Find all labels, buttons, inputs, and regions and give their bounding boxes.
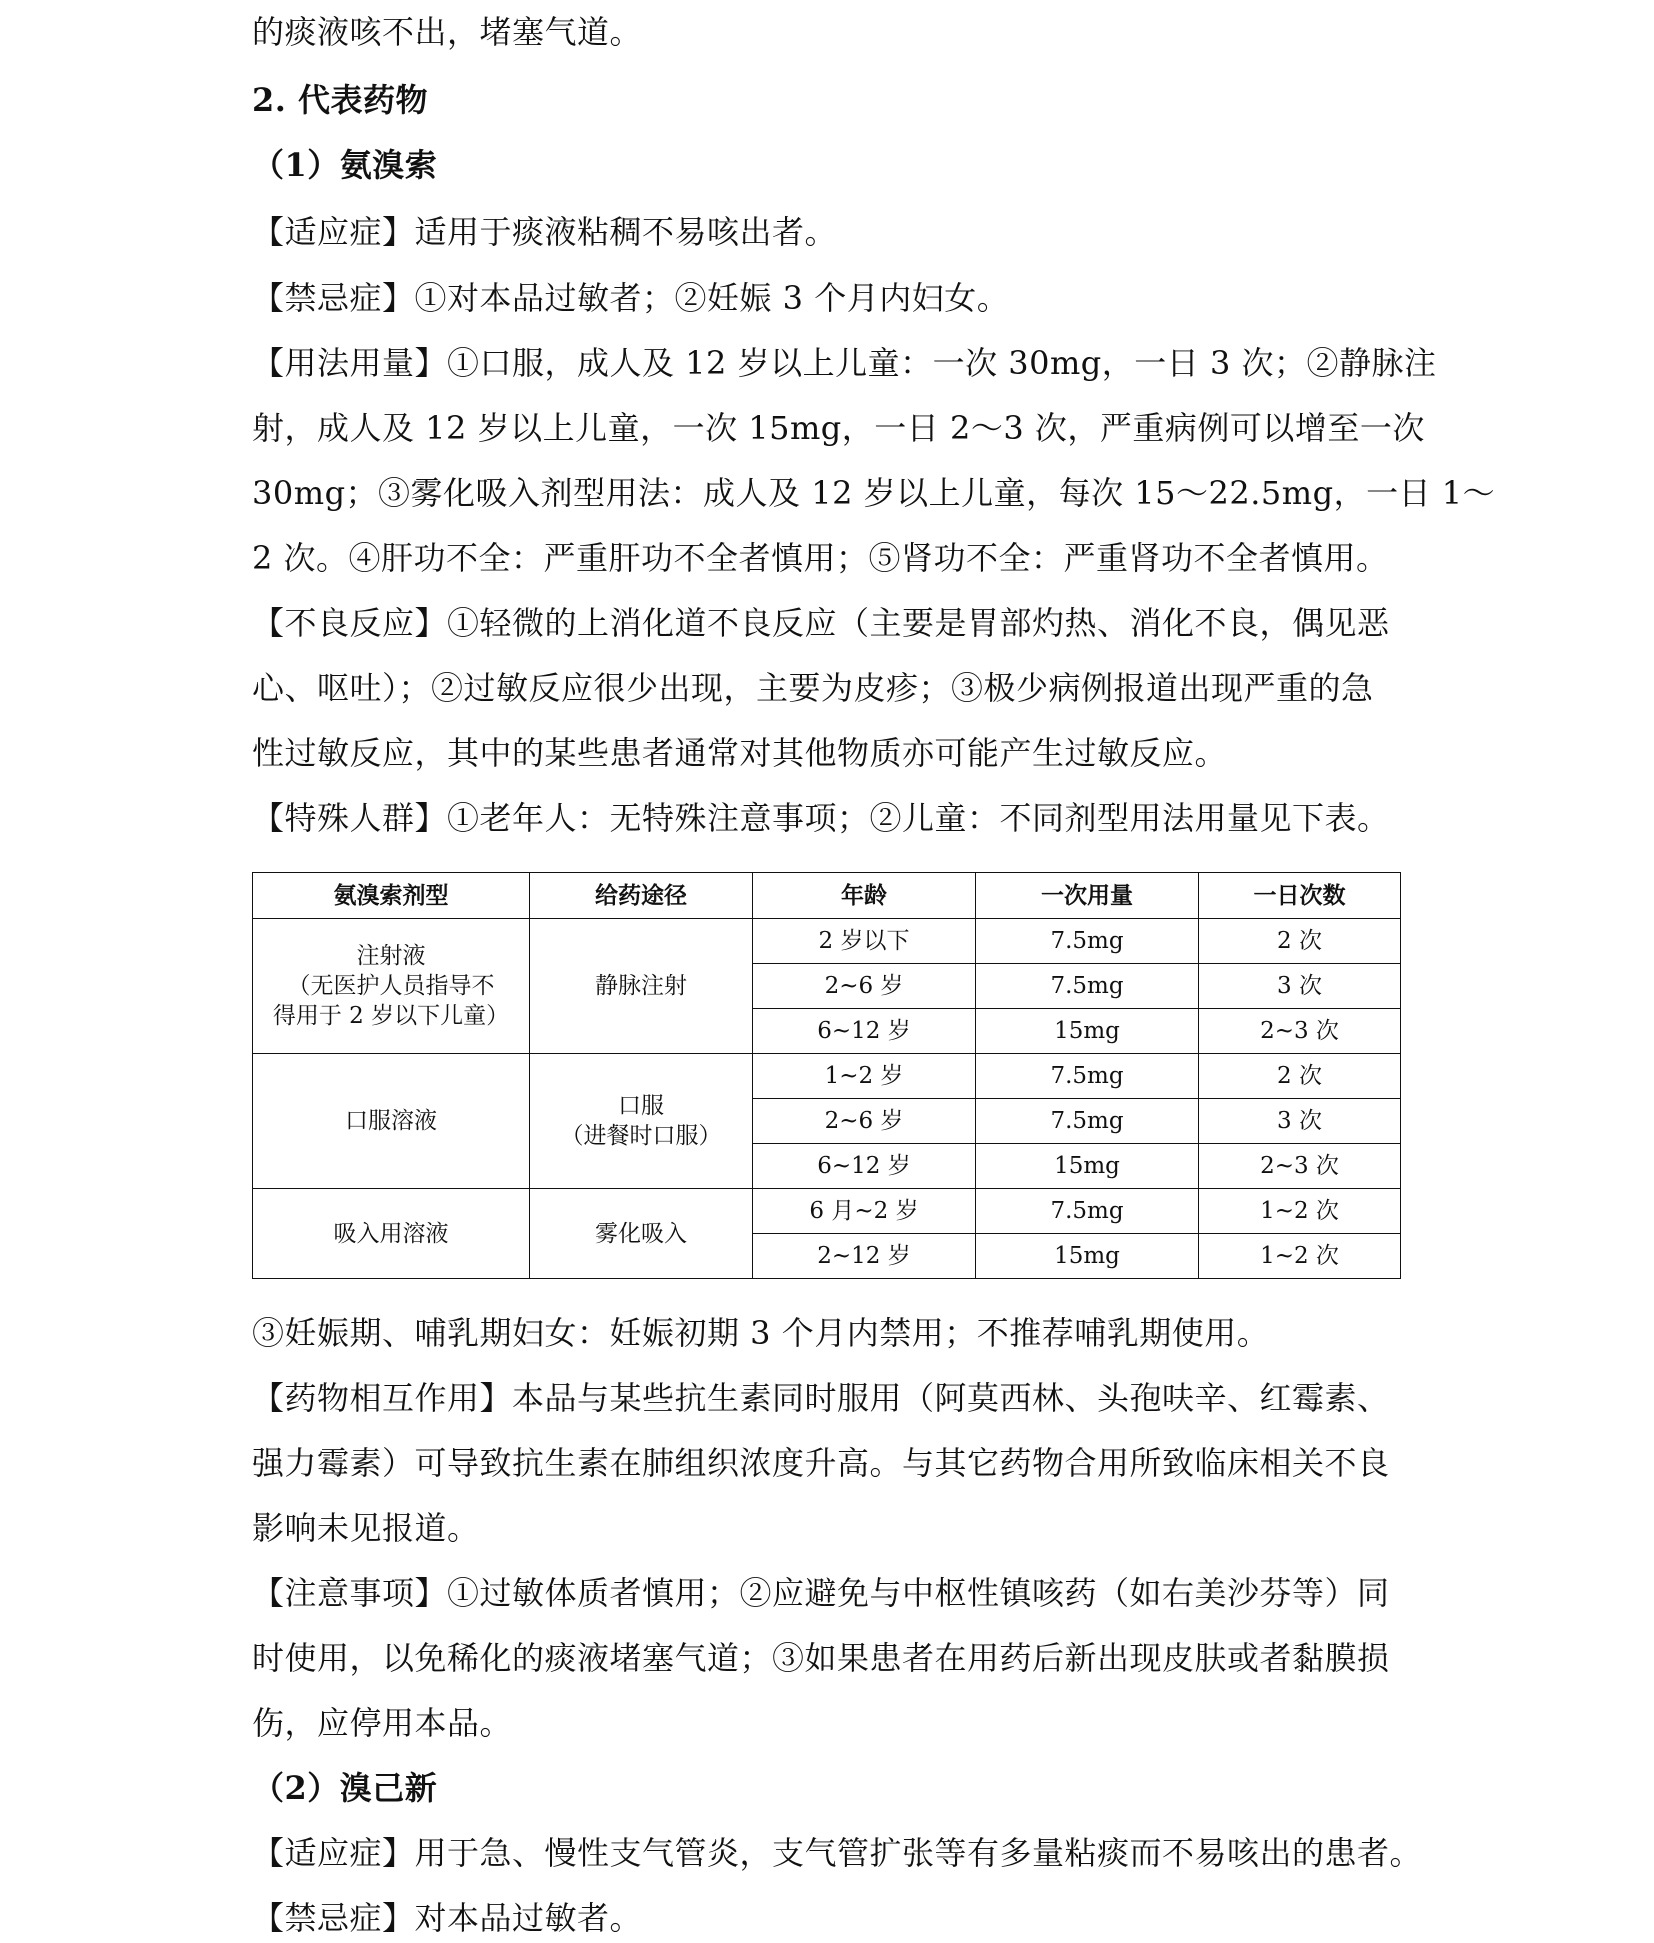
cell-form-line: （无医护人员指导不 (287, 973, 495, 999)
cell-age: 2~12 岁 (753, 1234, 976, 1279)
cell-age: 6~12 岁 (753, 1144, 976, 1189)
header-age: 年龄 (753, 873, 976, 919)
cell-age: 2~6 岁 (753, 964, 976, 1009)
cell-route-line: 口服 (618, 1093, 664, 1119)
header-dose: 一次用量 (976, 873, 1199, 919)
cell-route-line: （进餐时口服） (560, 1123, 722, 1149)
section-heading: 2. 代表药物 (252, 81, 429, 119)
cell-form-line: 吸入用溶液 (333, 1220, 449, 1247)
text-line: 伤，应停用本品。 (252, 1704, 513, 1742)
header-route: 给药途径 (530, 873, 753, 919)
cell-frequency: 3 次 (1199, 964, 1401, 1009)
text-line: 性过敏反应，其中的某些患者通常对其他物质亦可能产生过敏反应。 (252, 734, 1228, 772)
cell-route (530, 1054, 753, 1189)
cell-frequency: 2~3 次 (1199, 1009, 1401, 1054)
cell-dose: 7.5mg (976, 964, 1199, 1009)
cell-form-line: 注射液 (356, 943, 426, 969)
cell-dose: 7.5mg (976, 1099, 1199, 1144)
text-line: 的痰液咳不出，堵塞气道。 (252, 13, 643, 51)
header-frequency: 一日次数 (1199, 873, 1401, 919)
ambroxol-dosage-table (252, 872, 1401, 1279)
cell-form-line: 得用于 2 岁以下儿童） (272, 1003, 510, 1029)
cell-form-line: 口服溶液 (345, 1108, 437, 1134)
section-heading: （1）氨溴索 (252, 146, 438, 184)
cell-frequency: 1~2 次 (1199, 1234, 1401, 1279)
cell-age: 2~6 岁 (753, 1099, 976, 1144)
text-line: 射，成人及 12 岁以上儿童，一次 15mg，一日 2～3 次，严重病例可以增至一次 (252, 409, 1425, 447)
cell-dose: 7.5mg (976, 1189, 1199, 1234)
table-row (253, 919, 1401, 964)
cell-route-line: 雾化吸入 (595, 1220, 687, 1247)
text-line: 时使用，以免稀化的痰液堵塞气道；③如果患者在用药后新出现皮肤或者黏膜损 (252, 1639, 1390, 1677)
cell-frequency: 2 次 (1199, 1054, 1401, 1099)
text-line: 【禁忌症】对本品过敏者。 (252, 1899, 643, 1937)
cell-dose: 15mg (976, 1009, 1199, 1054)
text-line: 2 次。④肝功不全：严重肝功不全者慎用；⑤肾功不全：严重肾功不全者慎用。 (252, 539, 1389, 577)
cell-frequency: 3 次 (1199, 1099, 1401, 1144)
cell-dose: 15mg (976, 1234, 1199, 1279)
text-line: 【用法用量】①口服，成人及 12 岁以上儿童：一次 30mg，一日 3 次；②静脉注 (252, 344, 1437, 382)
section-heading: （2）溴己新 (252, 1769, 438, 1807)
text-line: ③妊娠期、哺乳期妇女：妊娠初期 3 个月内禁用；不推荐哺乳期使用。 (252, 1314, 1270, 1352)
cell-age: 1~2 岁 (753, 1054, 976, 1099)
text-line: 心、呕吐）；②过敏反应很少出现，主要为皮疹；③极少病例报道出现严重的急 (252, 669, 1374, 707)
cell-frequency: 1~2 次 (1199, 1189, 1401, 1234)
table-header-row (253, 873, 1401, 919)
cell-frequency: 2~3 次 (1199, 1144, 1401, 1189)
table-row (253, 1189, 1401, 1234)
text-line: 影响未见报道。 (252, 1509, 480, 1547)
cell-form (253, 1054, 530, 1189)
text-line: 【不良反应】①轻微的上消化道不良反应（主要是胃部灼热、消化不良，偶见恶 (252, 604, 1390, 642)
text-line: 【禁忌症】①对本品过敏者；②妊娠 3 个月内妇女。 (252, 279, 1010, 317)
table-row (253, 1054, 1401, 1099)
cell-dose: 15mg (976, 1144, 1199, 1189)
cell-route (530, 1189, 753, 1279)
dosage-table-wrapper (252, 872, 1401, 1279)
cell-dose: 7.5mg (976, 1054, 1199, 1099)
text-line: 【适应症】用于急、慢性支气管炎，支气管扩张等有多量粘痰而不易咳出的患者。 (252, 1834, 1423, 1872)
header-form: 氨溴索剂型 (253, 873, 530, 919)
text-line: 【注意事项】①过敏体质者慎用；②应避免与中枢性镇咳药（如右美沙芬等）同 (252, 1574, 1390, 1612)
text-line: 【药物相互作用】本品与某些抗生素同时服用（阿莫西林、头孢呋辛、红霉素、 (252, 1379, 1390, 1417)
table-body (253, 919, 1401, 1279)
cell-age: 6 月~2 岁 (753, 1189, 976, 1234)
cell-age: 6~12 岁 (753, 1009, 976, 1054)
cell-route (530, 919, 753, 1054)
cell-frequency: 2 次 (1199, 919, 1401, 964)
cell-form (253, 919, 530, 1054)
cell-age: 2 岁以下 (753, 919, 976, 964)
cell-route-line: 静脉注射 (595, 973, 687, 999)
text-line: 【特殊人群】①老年人：无特殊注意事项；②儿童：不同剂型用法用量见下表。 (252, 799, 1390, 837)
cell-dose: 7.5mg (976, 919, 1199, 964)
text-line: 【适应症】适用于痰液粘稠不易咳出者。 (252, 213, 838, 251)
cell-form (253, 1189, 530, 1279)
text-line: 强力霉素）可导致抗生素在肺组织浓度升高。与其它药物合用所致临床相关不良 (252, 1444, 1390, 1482)
text-line: 30mg；③雾化吸入剂型用法：成人及 12 岁以上儿童，每次 15～22.5mg，一日 1～ (252, 474, 1496, 512)
